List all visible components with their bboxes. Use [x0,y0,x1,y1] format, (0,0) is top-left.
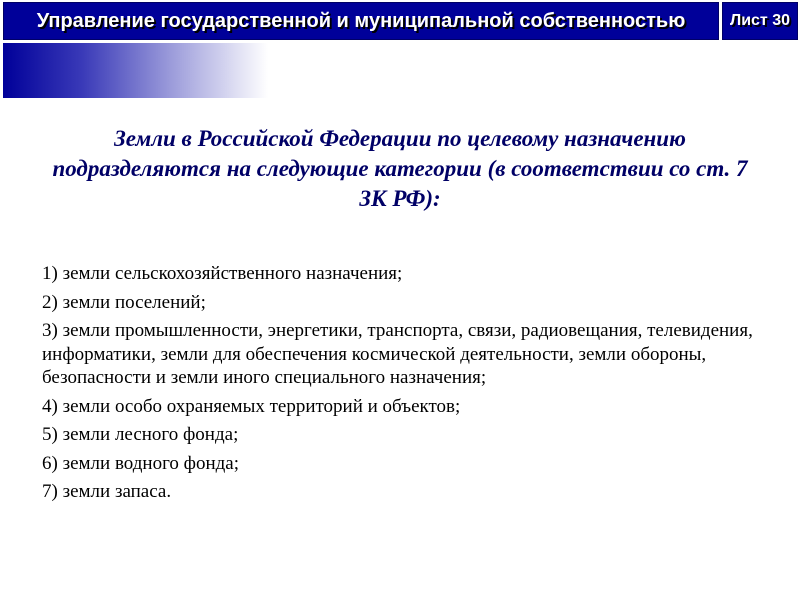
header-bar [0,0,800,44]
list-item: 3) земли промышленности, энергетики, транспорта, связи, радиовещания, телевидения, информатики, земли для обеспечения космической деятельности, земли обороны, безопасности и земли иного специального назначения; [42,320,753,388]
list-item: 4) земли особо охраняемых территорий и объектов; [42,395,461,417]
sheet-number: Лист 30 [729,12,791,29]
sheet-number-box [722,2,798,40]
header-title-box [3,2,719,40]
list-item: 1) земли сельскохозяйственного назначения; [42,263,403,284]
decorative-gradient-strip [3,43,268,98]
list-item: 7) земли запаса. [42,481,172,502]
land-categories-list [42,262,772,509]
page-title: Управление государственной и муниципальной собственностью [36,9,686,32]
list-item: 5) земли лесного фонда; [42,424,239,445]
section-heading: Земли в Российской Федерации по целевому назначению подразделяются на следующие категории (в соответствии со ст. 7 ЗК РФ): [52,126,748,211]
list-item: 2) земли поселений; [42,291,206,313]
list-item: 6) земли водного фонда; [42,452,239,474]
